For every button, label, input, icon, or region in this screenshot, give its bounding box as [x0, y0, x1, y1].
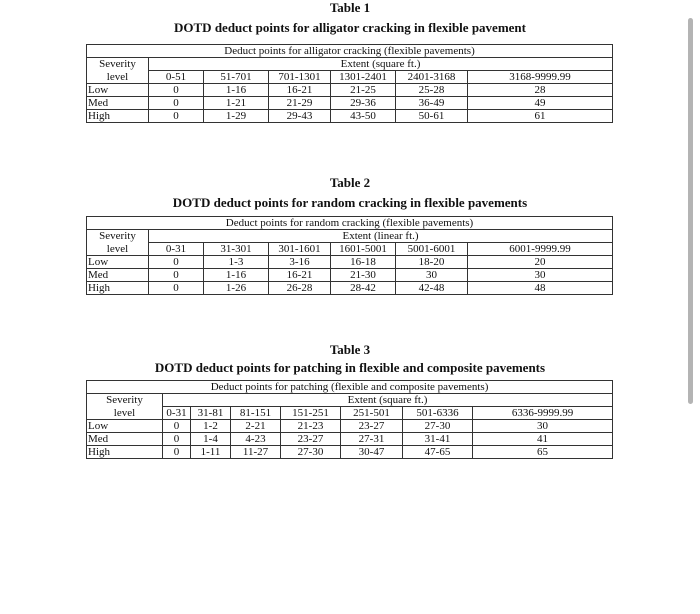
deduct-value: 26-28 — [269, 282, 331, 295]
severity-level: Med — [87, 433, 163, 446]
table-3-range: 6336-9999.99 — [473, 407, 613, 420]
table-3-range: 0-31 — [163, 407, 191, 420]
table-2-range: 6001-9999.99 — [468, 243, 613, 256]
table-2-range: 0-31 — [149, 243, 204, 256]
table-row — [87, 282, 613, 295]
table-2-header: Deduct points for random cracking (flexible pavements) — [87, 217, 613, 230]
deduct-value: 1-11 — [191, 446, 231, 459]
table-1-range: 2401-3168 — [396, 71, 468, 84]
table-row — [87, 97, 613, 110]
deduct-value: 30-47 — [341, 446, 403, 459]
table-3-header: Deduct points for patching (flexible and composite pavements) — [87, 381, 613, 394]
table-row — [87, 269, 613, 282]
deduct-value: 48 — [468, 282, 613, 295]
severity-level: Med — [87, 97, 149, 110]
deduct-value: 1-16 — [204, 84, 269, 97]
deduct-value: 28-42 — [331, 282, 396, 295]
table-1-header: Deduct points for alligator cracking (flexible pavements) — [87, 45, 613, 58]
deduct-value: 0 — [149, 97, 204, 110]
deduct-value: 16-21 — [269, 84, 331, 97]
table-1-severity-label-line2: level — [87, 71, 149, 84]
table-2-severity-label-line2: level — [87, 243, 149, 256]
deduct-value: 3-16 — [269, 256, 331, 269]
deduct-value: 36-49 — [396, 97, 468, 110]
table-3-severity-label-line2: level — [87, 407, 163, 420]
deduct-value: 43-50 — [331, 110, 396, 123]
table-2-range: 1601-5001 — [331, 243, 396, 256]
table-row — [87, 446, 613, 459]
table-3-extent-label: Extent (square ft.) — [163, 394, 613, 407]
deduct-value: 0 — [163, 420, 191, 433]
deduct-value: 21-30 — [331, 269, 396, 282]
deduct-value: 18-20 — [396, 256, 468, 269]
table-3-range: 501-6336 — [403, 407, 473, 420]
deduct-value: 21-25 — [331, 84, 396, 97]
table-2-range: 5001-6001 — [396, 243, 468, 256]
vertical-scrollbar[interactable] — [688, 18, 693, 404]
deduct-value: 42-48 — [396, 282, 468, 295]
table-1-severity-label: Severity — [87, 58, 149, 71]
table-1-extent-label: Extent (square ft.) — [149, 58, 613, 71]
table-3-range: 151-251 — [281, 407, 341, 420]
deduct-value: 4-23 — [231, 433, 281, 446]
table-3-title: Table 3 — [329, 342, 371, 357]
deduct-value: 23-27 — [341, 420, 403, 433]
table-2-extent-label: Extent (linear ft.) — [149, 230, 613, 243]
severity-level: Med — [87, 269, 149, 282]
deduct-value: 30 — [396, 269, 468, 282]
table-3-range: 251-501 — [341, 407, 403, 420]
table-1 — [86, 44, 613, 123]
deduct-value: 29-36 — [331, 97, 396, 110]
deduct-value: 0 — [149, 282, 204, 295]
deduct-value: 1-26 — [204, 282, 269, 295]
severity-level: High — [87, 282, 149, 295]
table-1-range: 701-1301 — [269, 71, 331, 84]
table-1-range: 3168-9999.99 — [468, 71, 613, 84]
table-2 — [86, 216, 613, 295]
deduct-value: 27-31 — [341, 433, 403, 446]
table-2-severity-label: Severity — [87, 230, 149, 243]
table-3 — [86, 380, 613, 459]
deduct-value: 2-21 — [231, 420, 281, 433]
deduct-value: 0 — [149, 110, 204, 123]
deduct-value: 27-30 — [403, 420, 473, 433]
deduct-value: 25-28 — [396, 84, 468, 97]
deduct-value: 41 — [473, 433, 613, 446]
severity-level: High — [87, 110, 149, 123]
table-1-title: Table 1 — [329, 0, 371, 15]
severity-level: High — [87, 446, 163, 459]
severity-level: Low — [87, 84, 149, 97]
deduct-value: 0 — [163, 433, 191, 446]
severity-level: Low — [87, 256, 149, 269]
table-3-severity-label: Severity — [87, 394, 163, 407]
deduct-value: 49 — [468, 97, 613, 110]
deduct-value: 11-27 — [231, 446, 281, 459]
table-2-range: 301-1601 — [269, 243, 331, 256]
table-2-range: 31-301 — [204, 243, 269, 256]
deduct-value: 29-43 — [269, 110, 331, 123]
deduct-value: 30 — [473, 420, 613, 433]
deduct-value: 0 — [163, 446, 191, 459]
table-row — [87, 420, 613, 433]
deduct-value: 1-16 — [204, 269, 269, 282]
table-1-subtitle: DOTD deduct points for alligator cracking in flexible pavement — [174, 20, 526, 35]
deduct-value: 16-21 — [269, 269, 331, 282]
table-row — [87, 110, 613, 123]
deduct-value: 0 — [149, 256, 204, 269]
deduct-value: 1-3 — [204, 256, 269, 269]
deduct-value: 61 — [468, 110, 613, 123]
deduct-value: 0 — [149, 84, 204, 97]
severity-level: Low — [87, 420, 163, 433]
deduct-value: 1-2 — [191, 420, 231, 433]
deduct-value: 31-41 — [403, 433, 473, 446]
table-1-range: 0-51 — [149, 71, 204, 84]
table-row — [87, 433, 613, 446]
table-row — [87, 84, 613, 97]
table-3-range: 81-151 — [231, 407, 281, 420]
deduct-value: 50-61 — [396, 110, 468, 123]
table-2-subtitle: DOTD deduct points for random cracking in flexible pavements — [172, 195, 528, 210]
deduct-value: 0 — [149, 269, 204, 282]
deduct-value: 23-27 — [281, 433, 341, 446]
deduct-value: 1-4 — [191, 433, 231, 446]
table-1-range: 51-701 — [204, 71, 269, 84]
deduct-value: 1-29 — [204, 110, 269, 123]
table-3-range: 31-81 — [191, 407, 231, 420]
deduct-value: 21-23 — [281, 420, 341, 433]
table-1-range: 1301-2401 — [331, 71, 396, 84]
deduct-value: 27-30 — [281, 446, 341, 459]
deduct-value: 16-18 — [331, 256, 396, 269]
deduct-value: 65 — [473, 446, 613, 459]
table-row — [87, 256, 613, 269]
table-2-title: Table 2 — [329, 175, 371, 190]
deduct-value: 1-21 — [204, 97, 269, 110]
deduct-value: 30 — [468, 269, 613, 282]
deduct-value: 21-29 — [269, 97, 331, 110]
deduct-value: 47-65 — [403, 446, 473, 459]
table-3-subtitle: DOTD deduct points for patching in flexible and composite pavements — [154, 360, 546, 375]
deduct-value: 28 — [468, 84, 613, 97]
deduct-value: 20 — [468, 256, 613, 269]
